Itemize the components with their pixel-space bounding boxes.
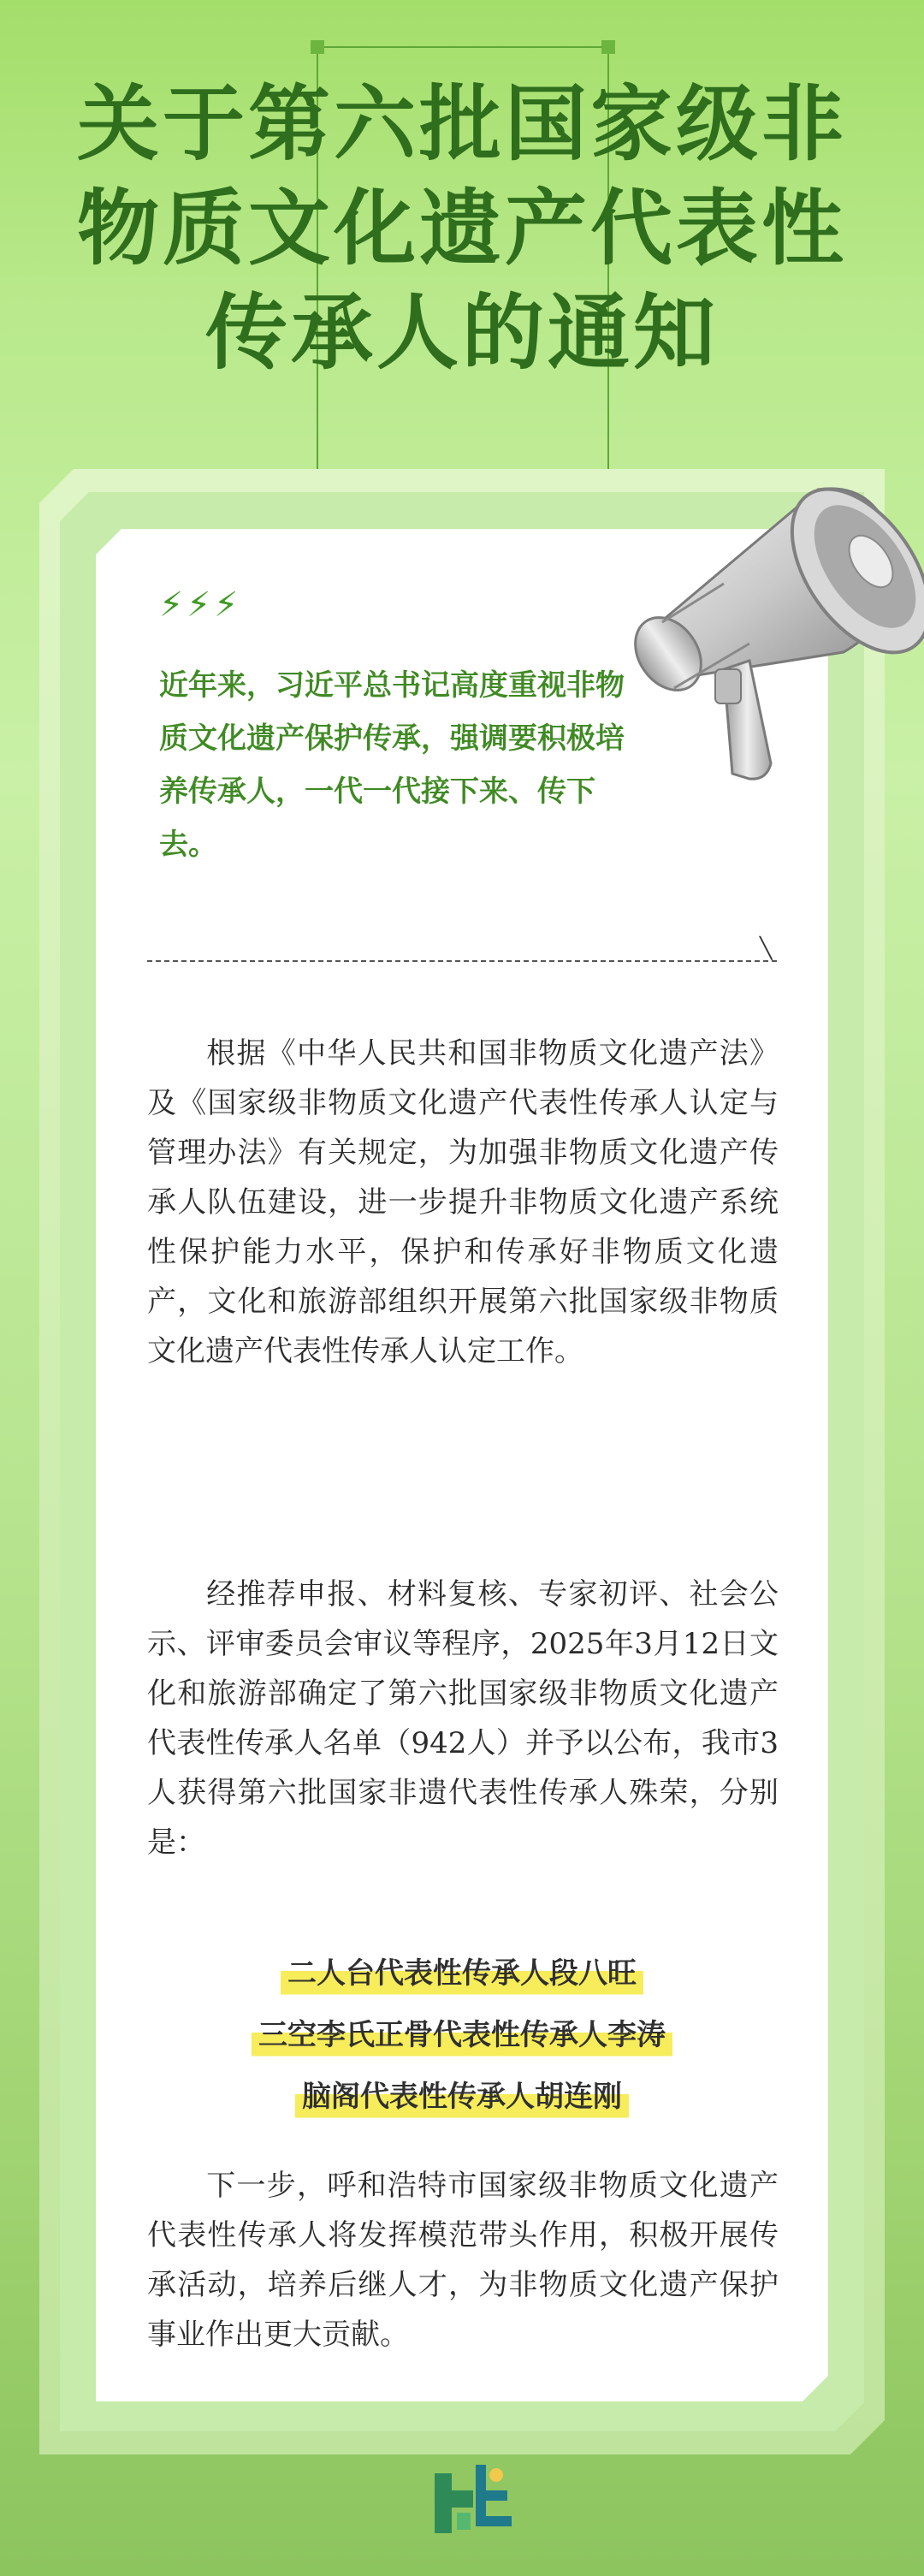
frame-handle (311, 40, 324, 54)
paragraph-text: 经推荐申报、材料复核、专家初评、社会公示、评审委员会审议等程序，2025年3月12日文化和旅游部确定了第六批国家级非物质文化遗产代表性传承人名单（942人）并予以公布，我市3人获得第六批国家非遗代表性传承人殊荣，分别是： (147, 1577, 779, 1860)
title-line: 关于第六批国家级非 (77, 76, 847, 172)
city-logo-icon (426, 2456, 520, 2542)
paragraph-1 (147, 1029, 779, 1376)
megaphone-icon (621, 455, 924, 798)
inheritor-list (0, 1949, 924, 2134)
paragraph-text: 下一步，呼和浩特市国家级非物质文化遗产代表性传承人将发挥模范带头作用，积极开展传承活动，培养后继人才，为非物质文化遗产保护事业作出更大贡献。 (147, 2169, 779, 2352)
divider-corner: ╲ (760, 936, 773, 960)
intro-text: 近年来，习近平总书记高度重视非物质文化遗产保护传承，强调要积极培养传承人，一代一代接下来、传下去。 (159, 668, 625, 862)
title-line: 物质文化遗产代表性 (77, 181, 847, 276)
lightning-bolt-icon: ⚡⚡⚡ (159, 585, 242, 625)
frame-handle (601, 40, 615, 54)
dashed-divider (147, 960, 777, 962)
title-line: 传承人的通知 (205, 285, 719, 381)
paragraph-3 (147, 2161, 779, 2359)
inheritor-item: 脑阁代表性传承人胡连刚 (295, 2072, 629, 2122)
page-title (0, 72, 924, 385)
inheritor-item: 二人台代表性传承人段八旺 (281, 1949, 643, 1998)
paragraph-text: 根据《中华人民共和国非物质文化遗产法》及《国家级非物质文化遗产代表性传承人认定与管理办法》有关规定，为加强非物质文化遗产传承人队伍建设，进一步提升非物质文化遗产系统性保护能力水平，保护和传承好非物质文化遗产，文化和旅游部组织开展第六批国家级非物质文化遗产代表性传承人认定工作。 (147, 1036, 779, 1368)
paragraph-2 (147, 1570, 779, 1867)
inheritor-item: 三空李氏正骨代表性传承人李涛 (252, 2010, 672, 2060)
